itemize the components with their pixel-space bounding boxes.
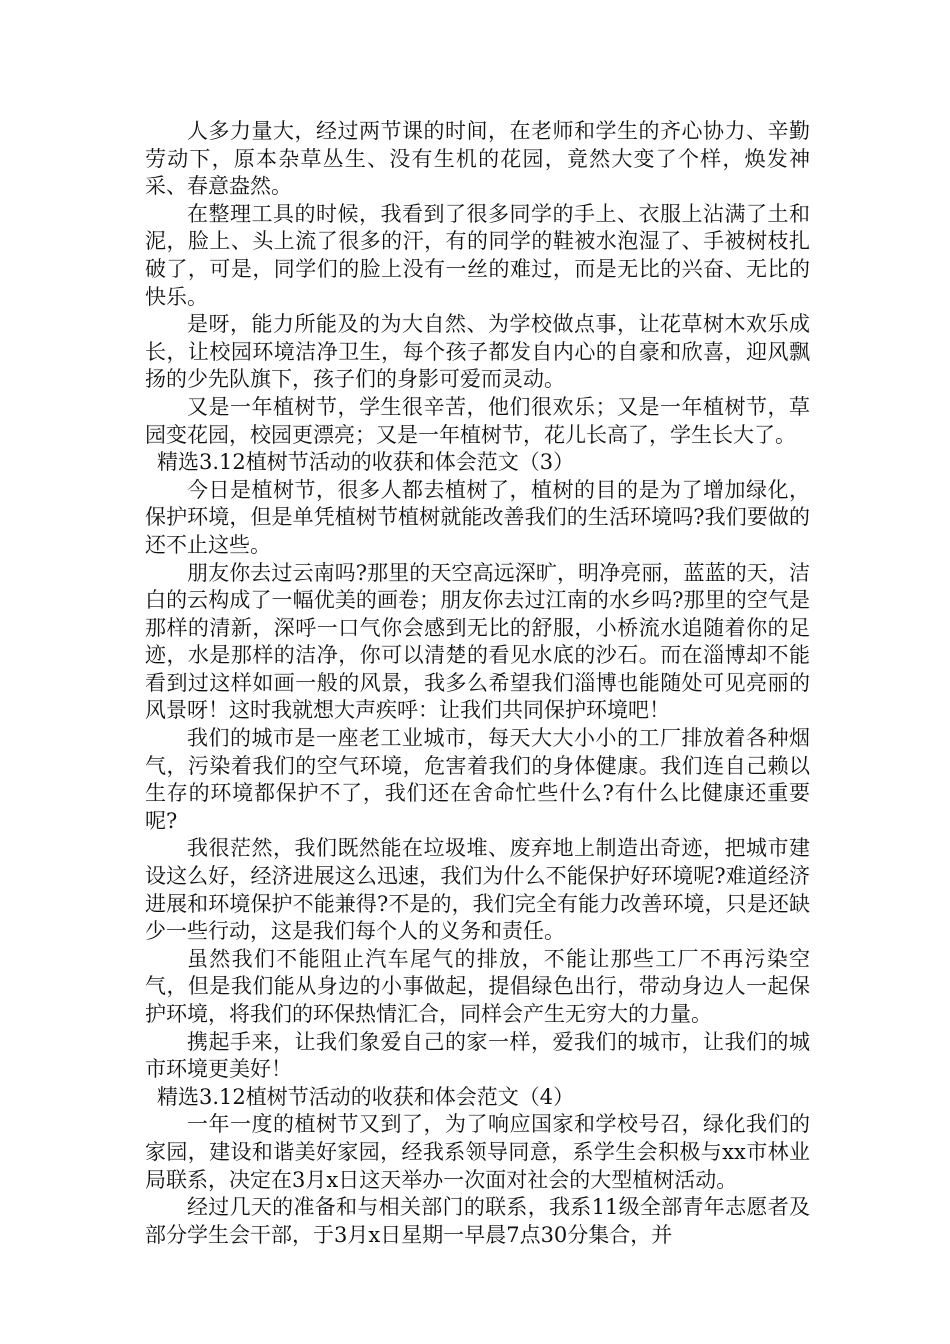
paragraph: 经过几天的准备和与相关部门的联系，我系11级全部青年志愿者及部分学生会干部，于3月x日星期一早晨7点30分集合，并 [145,1195,810,1247]
paragraph: 人多力量大，经过两节课的时间，在老师和学生的齐心协力、辛勤劳动下，原本杂草丛生、没有生机的花园，竟然大变了个样，焕发神采、春意盎然。 [145,119,810,199]
paragraph: 虽然我们不能阻止汽车尾气的排放，不能让那些工厂不再污染空气，但是我们能从身边的小事做起，提倡绿色出行，带动身边人一起保护环境，将我们的环保热情汇合，同样会产生无穷大的力量。 [145,946,810,1026]
paragraph: 在整理工具的时候，我看到了很多同学的手上、衣服上沾满了土和泥，脸上、头上流了很多的汗，有的同学的鞋被水泡湿了、手被树枝扎破了，可是，同学们的脸上没有一丝的难过，而是无比的兴奋、无比的快乐。 [145,201,810,309]
paragraph: 我们的城市是一座老工业城市，每天大大小小的工厂排放着各种烟气，污染着我们的空气环境，危害着我们的身体健康。我们连自己赖以生存的环境都保护不了，我们还在舍命忙些什么?有什么比健康还重要呢? [145,726,810,833]
section-heading: 精选3.12植树节活动的收获和体会范文（4） [157,1084,575,1109]
paragraph: 一年一度的植树节又到了，为了响应国家和学校号召，绿化我们的家园，建设和谐美好家园，经我系领导同意，系学生会积极与xx市林业局联系，决定在3月x日这天举办一次面对社会的大型植树活动。 [145,1112,810,1192]
section-heading: 精选3.12植树节活动的收获和体会范文（3） [157,450,575,475]
paragraph: 今日是植树节，很多人都去植树了，植树的目的是为了增加绿化，保护环境，但是单凭植树节植树就能改善我们的生活环境吗?我们要做的还不止这些。 [145,477,810,557]
paragraph: 携起手来，让我们象爱自己的家一样，爱我们的城市，让我们的城市环境更美好！ [145,1029,810,1082]
document-page [145,118,810,1249]
paragraph: 我很茫然，我们既然能在垃圾堆、废弃地上制造出奇迹，把城市建设这么好，经济进展这么迅速，我们为什么不能保护好环境呢?难道经济进展和环境保护不能兼得?不是的，我们完全有能力改善环境，只是还缺少一些行动，这是我们每个人的义务和责任。 [145,836,810,944]
paragraph: 又是一年植树节，学生很辛苦，他们很欢乐；又是一年植树节，草园变花园，校园更漂亮；又是一年植树节，花儿长高了，学生长大了。 [145,394,810,447]
paragraph: 是呀，能力所能及的为大自然、为学校做点事，让花草树木欢乐成长，让校园环境洁净卫生，每个孩子都发自内心的自豪和欣喜，迎风飘扬的少先队旗下，孩子们的身影可爱而灵动。 [145,312,810,392]
paragraph: 朋友你去过云南吗?那里的天空高远深旷，明净亮丽，蓝蓝的天，洁白的云构成了一幅优美的画卷；朋友你去过江南的水乡吗?那里的空气是那样的清新，深呼一口气你会感到无比的舒服，小桥流水追随着你的足迹，水是那样的洁净，你可以清楚的看见水底的沙石。而在淄博却不能看到过这样如画一般的风景，我多么希望我们淄博也能随处可见亮丽的风景呀！这时我就想大声疾呼：让我们共同保护环境吧！ [145,560,810,723]
